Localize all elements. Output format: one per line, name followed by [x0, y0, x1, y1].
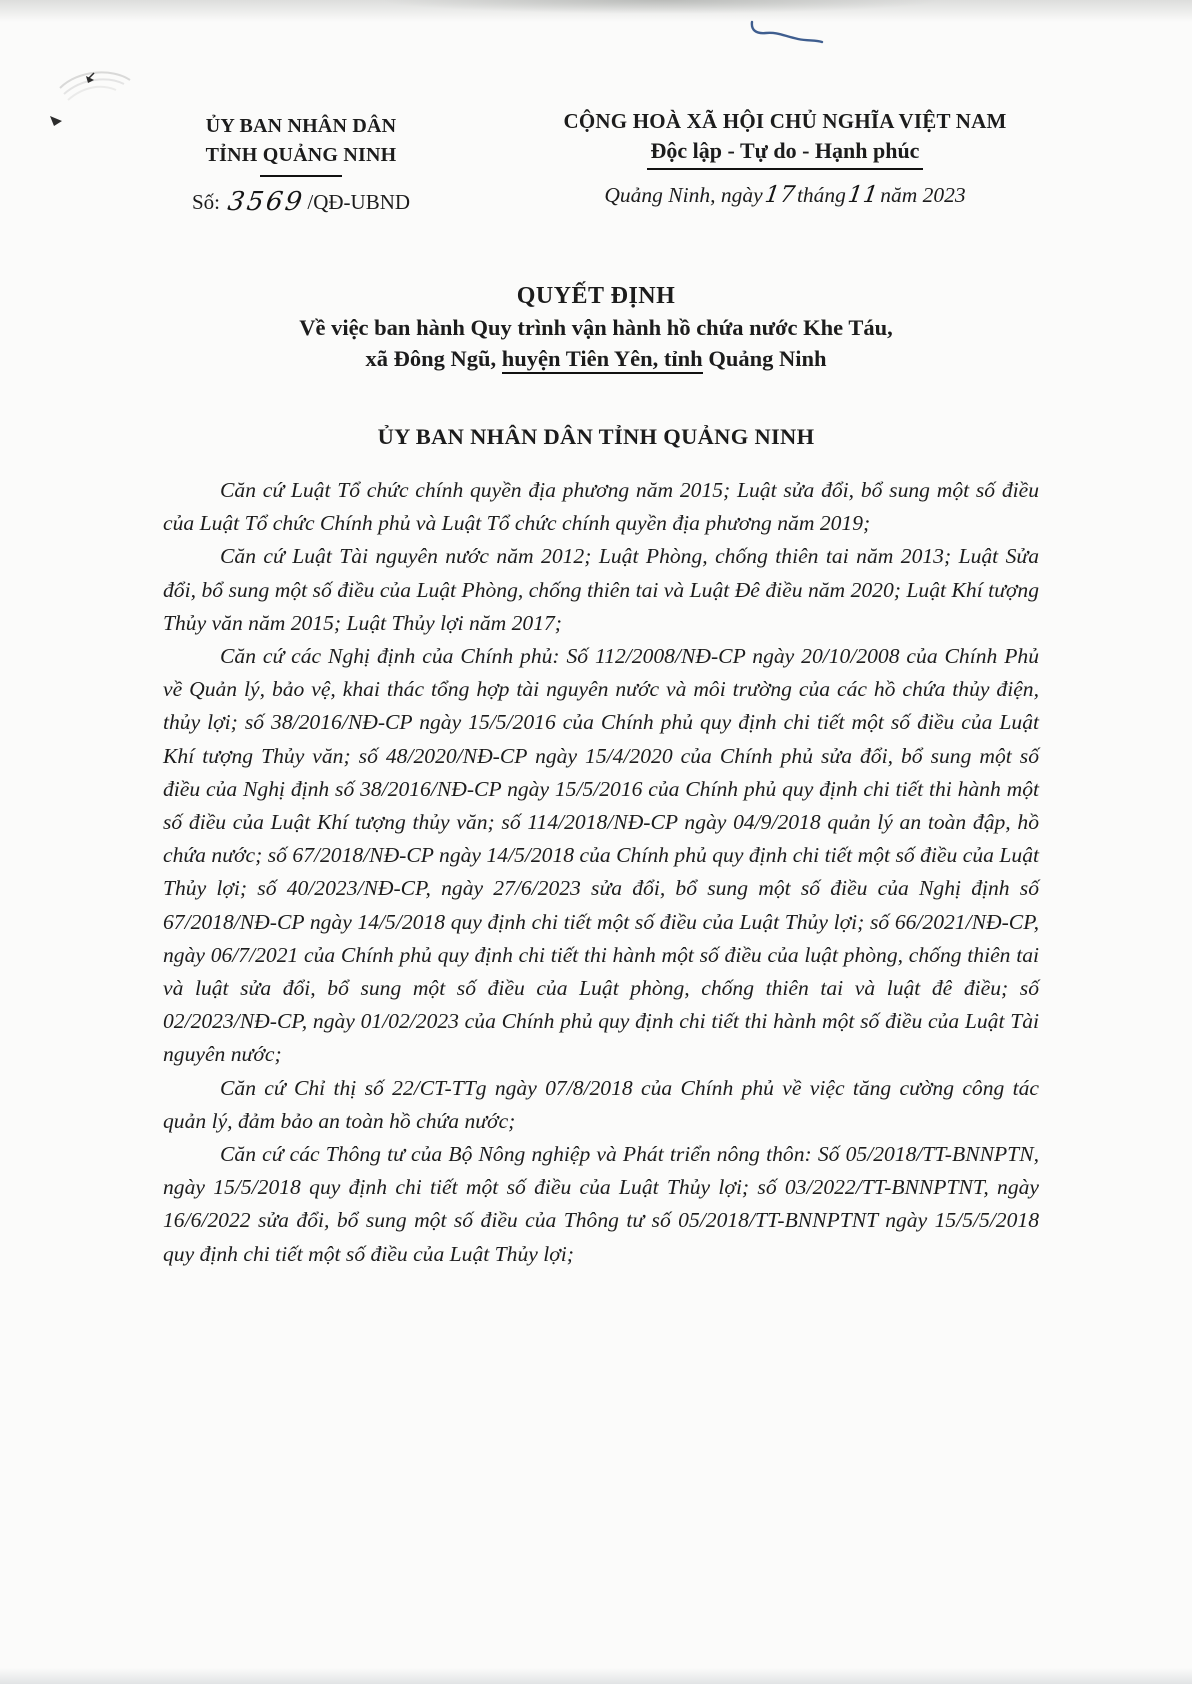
- recital-paragraph: Căn cứ Chỉ thị số 22/CT-TTg ngày 07/8/2018 của Chính phủ về việc tăng cường công tác quản lý, đảm bảo an toàn hồ chứa nước;: [163, 1075, 1039, 1133]
- subject-line2-pre: xã Đông Ngũ,: [365, 346, 497, 371]
- subject-line2: [0, 343, 1192, 374]
- recital-paragraph: Căn cứ các Thông tư của Bộ Nông nghiệp và Phát triển nông thôn: Số 05/2018/TT-BNNPTN, ngày 15/5/2018 quy định chi tiết một số điều của Luật Thủy lợi; số 03/2022/TT-BNNPTNT, ngày 16/6/2022 sửa đổi, bổ sung một số điều của Thông tư số 05/2018/TT-BNNPTNT ngày 15/5/5/2018 quy định chi tiết một số điều của Luật Thủy lợi;: [163, 1142, 1039, 1266]
- title-block: [0, 280, 1192, 374]
- national-title: CỘNG HOÀ XÃ HỘI CHỦ NGHĨA VIỆT NAM: [563, 109, 1007, 133]
- subject-line2-post: Quảng Ninh: [708, 346, 827, 371]
- dateline-month-handwritten: 11: [846, 182, 881, 208]
- national-header-block: [505, 106, 1065, 208]
- subject-line2-underlined: huyện Tiên Yên, tỉnh: [502, 346, 703, 374]
- subject-line1: Về việc ban hành Quy trình vận hành hồ chứa nước Khe Táu,: [299, 315, 893, 340]
- document-type-heading: QUYẾT ĐỊNH: [516, 283, 676, 309]
- pen-squiggle-mark: [742, 18, 842, 52]
- scan-shadow-top-blur: [380, 0, 940, 14]
- scan-shadow-bottom: [0, 1668, 1192, 1684]
- recital-paragraph: Căn cứ các Nghị định của Chính phủ: Số 112/2008/NĐ-CP ngày 20/10/2008 của Chính Phủ về Quản lý, bảo vệ, khai thác tổng hợp tài nguyên nước và môi trường của các hồ chứa thủy điện, thủy lợi; số 38/2016/NĐ-CP ngày 15/5/2016 của Chính phủ quy định chi tiết một số điều của Luật Khí tượng Thủy văn; số 48/2020/NĐ-CP ngày 15/4/2020 của Chính phủ sửa đổi, bổ sung một số điều của Nghị định số 38/2016/NĐ-CP ngày 15/5/2016 của Chính phủ quy định chi tiết thi hành một số điều của Luật Khí tượng thủy văn; số 114/2018/NĐ-CP ngày 04/9/2018 quản lý an toàn đập, hồ chứa nước; số 67/2018/NĐ-CP ngày 14/5/2018 của Chính phủ quy định chi tiết một số điều của Luật Thủy lợi; số 40/2023/NĐ-CP, ngày 27/6/2023 sửa đổi, bổ sung một số điều của Nghị định số 67/2018/NĐ-CP ngày 14/5/2018 quy định chi tiết một số điều của Luật Thủy lợi; số 66/2021/NĐ-CP, ngày 06/7/2021 của Chính phủ quy định chi tiết thi hành một số điều của luật phòng, chống thiên tai và luật sửa đổi, bổ sung một số điều của Luật phòng, chống thiên tai và luật đê điều; số 02/2023/NĐ-CP, ngày 01/02/2023 của Chính phủ quy định chi tiết thi hành một số điều của Luật Tài nguyên nước;: [163, 644, 1039, 1067]
- document-number-label: Số:: [191, 190, 220, 214]
- document-number: [158, 186, 444, 216]
- issuer-name-line1: ỦY BAN NHÂN DÂN: [205, 115, 397, 137]
- document-number-handwritten: 3569: [226, 187, 307, 217]
- authority-heading: ỦY BAN NHÂN DÂN TỈNH QUẢNG NINH: [377, 424, 815, 449]
- dateline-middle: tháng: [796, 183, 846, 207]
- scan-shadow-top: [0, 0, 1192, 22]
- pencil-smudge-mark: [38, 52, 168, 142]
- dateline-day-handwritten: 17: [762, 182, 797, 208]
- recitals-section: [163, 474, 1039, 1271]
- dateline-prefix: Quảng Ninh, ngày: [604, 183, 763, 207]
- dateline-suffix: năm 2023: [880, 183, 966, 207]
- place-date-line: [505, 182, 1065, 208]
- issuer-name-line2: TỈNH QUẢNG NINH: [205, 144, 397, 166]
- document-number-suffix: /QĐ-UBND: [307, 190, 411, 214]
- issuer-block: [158, 112, 444, 216]
- issuer-underline: [260, 175, 342, 177]
- recital-paragraph: Căn cứ Luật Tài nguyên nước năm 2012; Luật Phòng, chống thiên tai năm 2013; Luật Sửa đổi, bổ sung một số điều của Luật Phòng, chống thiên tai và Luật Đê điều năm 2020; Luật Khí tượng Thủy văn năm 2015; Luật Thủy lợi năm 2017;: [163, 544, 1039, 635]
- national-motto: Độc lập - Tự do - Hạnh phúc: [647, 136, 924, 170]
- recital-paragraph: Căn cứ Luật Tổ chức chính quyền địa phương năm 2015; Luật sửa đổi, bổ sung một số điều của Luật Tổ chức Chính phủ và Luật Tổ chức chính quyền địa phương năm 2019;: [163, 478, 1039, 536]
